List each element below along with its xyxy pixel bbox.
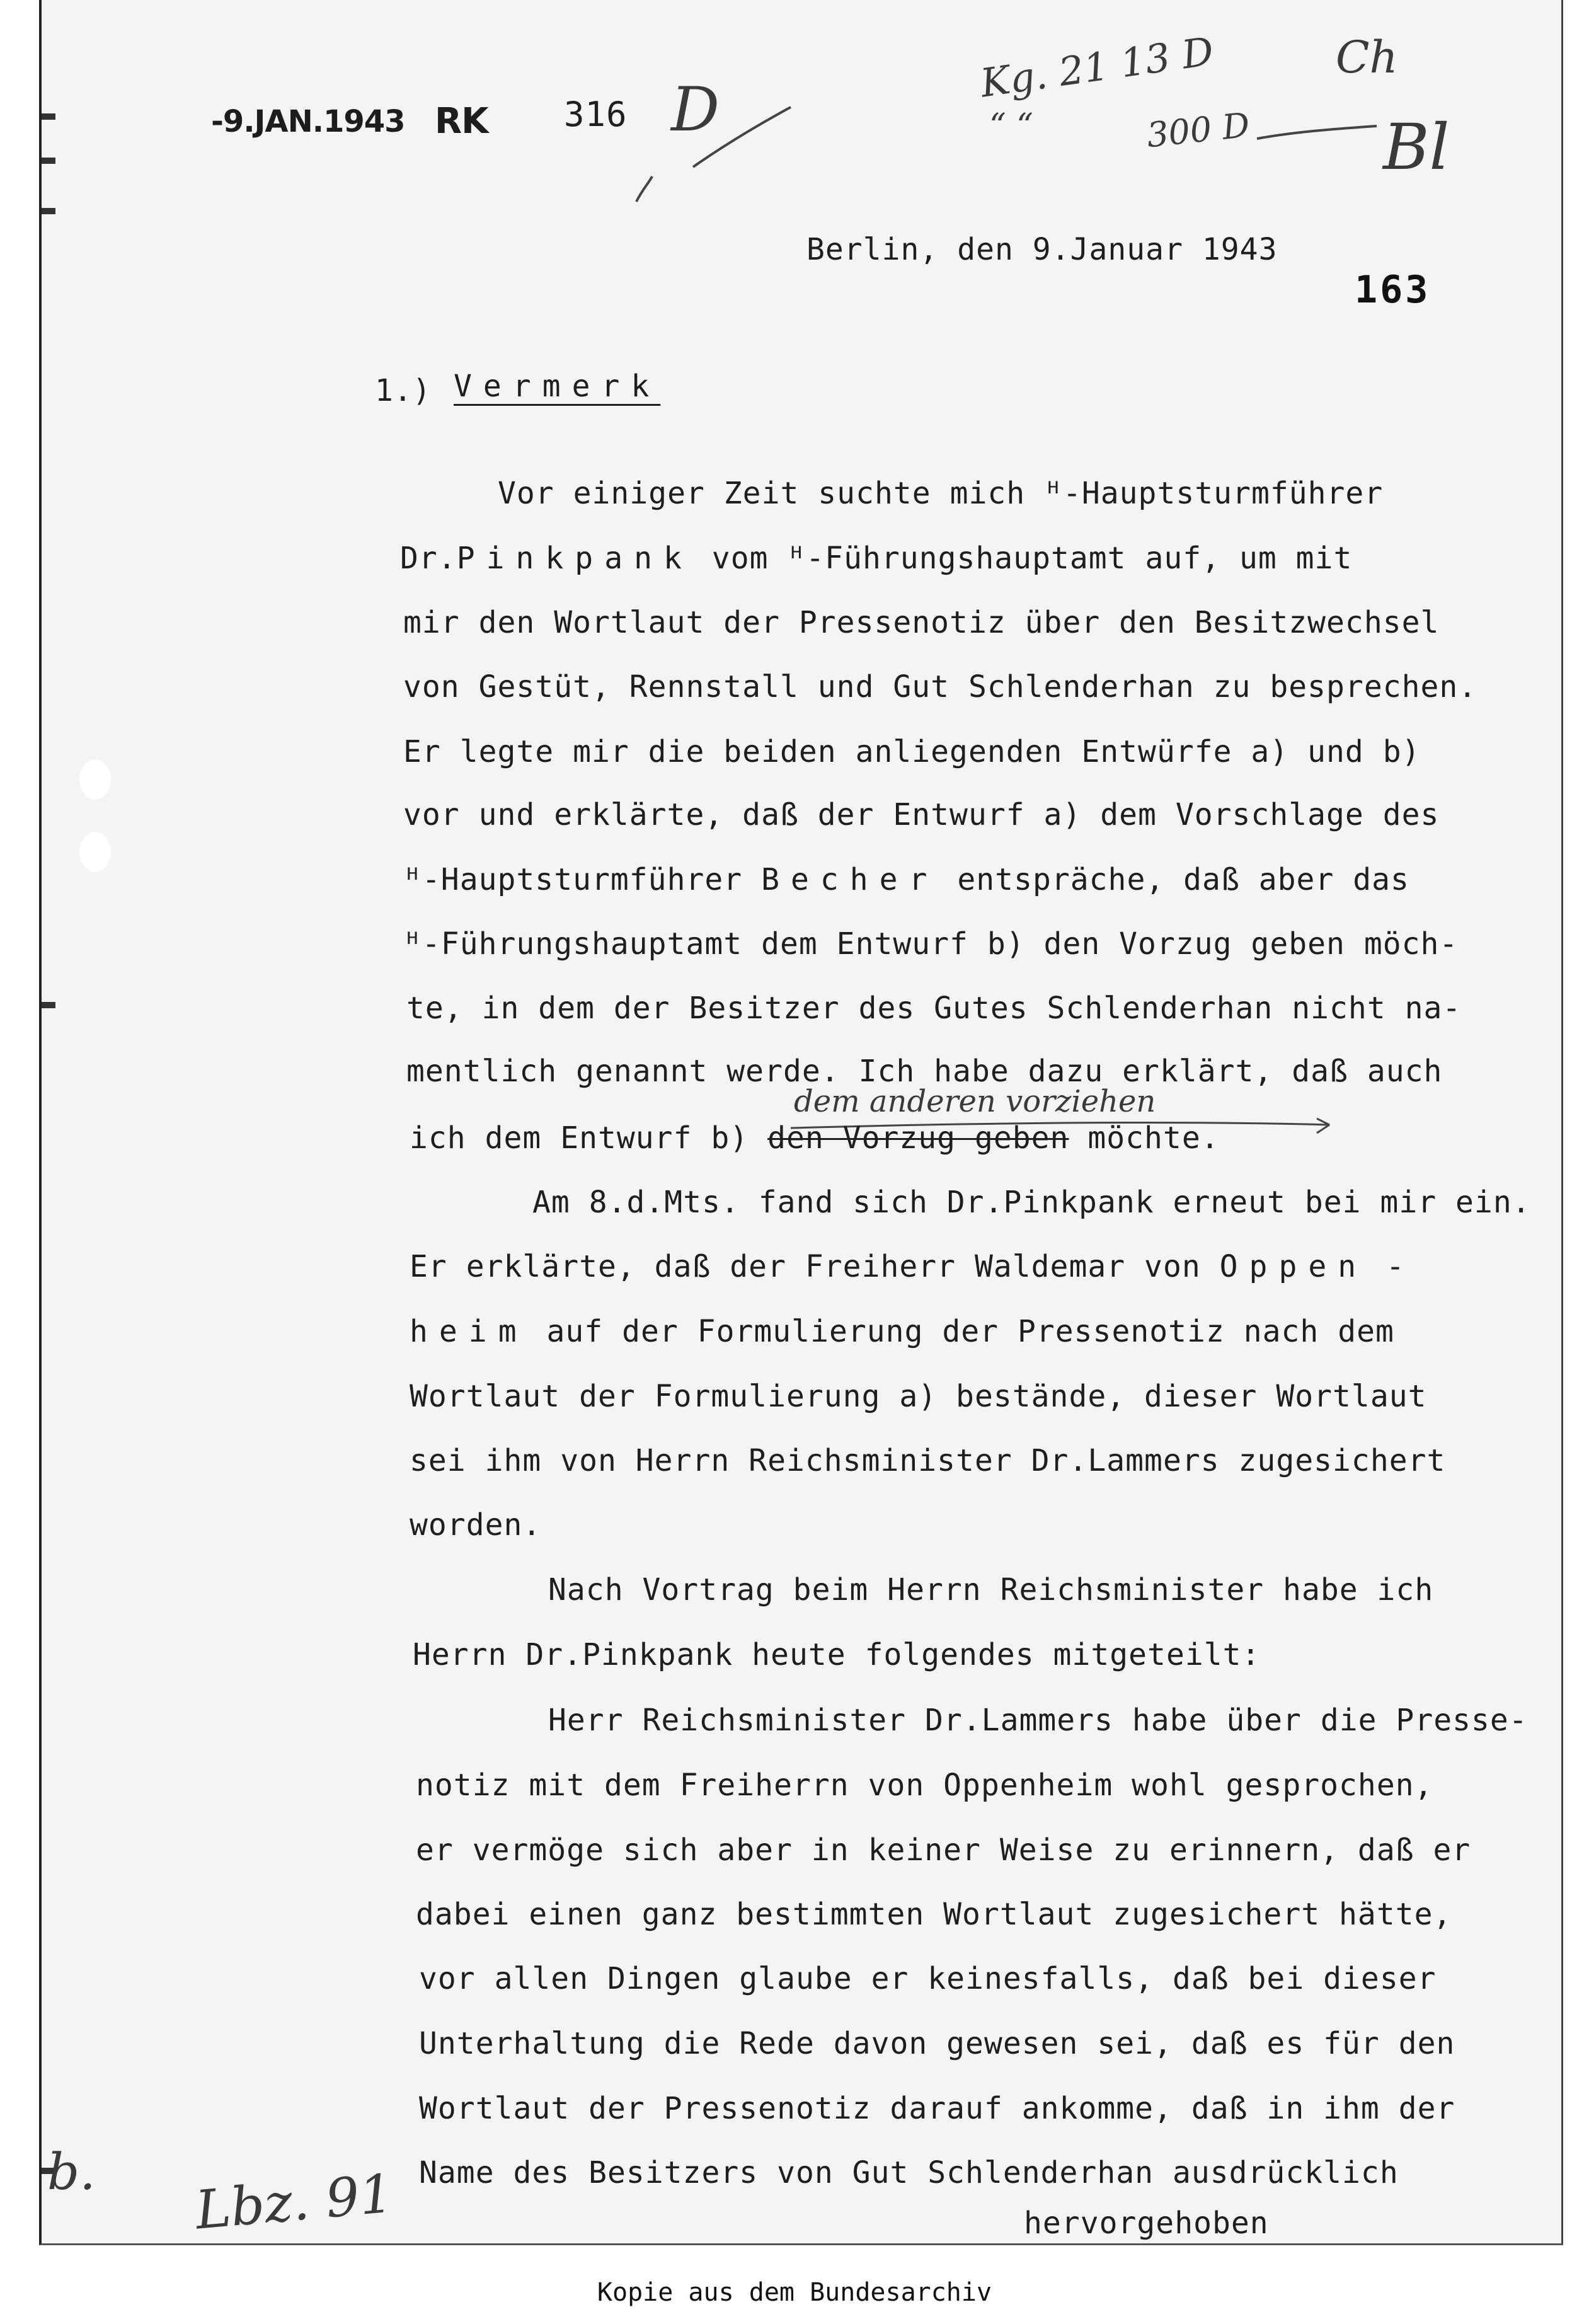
section-title: Vermerk [454, 369, 661, 404]
punch-hole [79, 832, 111, 872]
section-number: 1.) [375, 373, 432, 408]
handwritten-initial: D [671, 74, 720, 145]
archive-footer: Kopie aus dem Bundesarchiv [597, 2278, 992, 2307]
received-date-stamp: -9.JAN.1943 [211, 104, 405, 139]
body-line: heim auf der Formulierung der Pressenotiz nach dem [410, 1314, 1394, 1349]
body-line: Nach Vortrag beim Herrn Reichsminister habe ich [548, 1572, 1434, 1608]
body-line: Herr Reichsminister Dr.Lammers habe über die Presse- [548, 1703, 1528, 1738]
handwritten-note-line1: Kg. 21 13 D [977, 28, 1217, 106]
handwritten-dash [1254, 113, 1380, 151]
body-line: Name des Besitzers von Gut Schlenderhan ausdrücklich [419, 2155, 1399, 2190]
handwritten-note-line2: 300 D [1145, 105, 1252, 156]
body-line: von Gestüt, Rennstall und Gut Schlenderhan zu besprechen. [403, 669, 1477, 705]
name-oppenheim-part2: heim [410, 1314, 528, 1349]
edge-mark [42, 158, 55, 164]
body-line: Dr.Pinkpank vom ᵸ-Führungshauptamt auf, um mit [400, 541, 1353, 576]
body-line: notiz mit dem Freiherrn von Oppenheim wohl gesprochen, [416, 1768, 1433, 1803]
handwritten-checkmark [624, 82, 800, 208]
body-line: worden. [410, 1507, 542, 1543]
name-pinkpank: Pinkpank [456, 541, 693, 576]
body-line: Herrn Dr.Pinkpank heute folgendes mitgeteilt: [413, 1637, 1261, 1672]
handwritten-margin-mark: b. [47, 2143, 96, 2201]
handwritten-bottom-note: Lbz. 91 [193, 2162, 396, 2241]
page-number: 163 [1355, 268, 1431, 312]
handwritten-signature: Bl [1383, 110, 1450, 184]
file-number-stamp: 316 [564, 95, 628, 134]
body-line: ich dem Entwurf b) den Vorzug geben möchte. [410, 1120, 1220, 1156]
body-line: ᵸ-Führungshauptamt dem Entwurf b) den Vorzug geben möch- [403, 926, 1459, 962]
edge-mark [42, 1002, 55, 1008]
handwritten-ditto-marks: “ “ [989, 107, 1033, 145]
body-line: Er legte mir die beiden anliegenden Entwürfe a) und b) [403, 734, 1421, 769]
body-line: vor allen Dingen glaube er keinesfalls, daß bei dieser [419, 1961, 1437, 1996]
handwritten-note-initials: Ch [1336, 32, 1398, 83]
edge-mark [42, 113, 55, 120]
struck-text: den Vorzug geben [767, 1120, 1069, 1156]
punch-hole [79, 759, 111, 800]
body-line: dabei einen ganz bestimmten Wortlaut zugesichert hätte, [416, 1897, 1452, 1932]
body-line: Unterhaltung die Rede davon gewesen sei, daß es für den [419, 2026, 1455, 2061]
body-line: Vor einiger Zeit suchte mich ᵸ-Hauptsturmführer [498, 476, 1384, 511]
body-line: sei ihm von Herrn Reichsminister Dr.Lammers zugesichert [410, 1443, 1446, 1478]
body-line: mir den Wortlaut der Pressenotiz über den Besitzwechsel [403, 605, 1440, 640]
place-date: Berlin, den 9.Januar 1943 [806, 232, 1278, 267]
name-becher: Becher [761, 862, 939, 897]
body-line: er vermöge sich aber in keiner Weise zu erinnern, daß er [416, 1832, 1471, 1868]
edge-mark [42, 208, 55, 214]
body-line: mentlich genannt werde. Ich habe dazu erklärt, daß auch [406, 1054, 1443, 1089]
body-line: hervorgehoben [1024, 2206, 1269, 2241]
name-oppenheim-part1: Oppen [1219, 1249, 1368, 1284]
body-line: Wortlaut der Formulierung a) bestände, dieser Wortlaut [410, 1379, 1427, 1414]
body-line: te, in dem der Besitzer des Gutes Schlenderhan nicht na- [406, 991, 1462, 1026]
body-line: Am 8.d.Mts. fand sich Dr.Pinkpank erneut bei mir ein. [532, 1185, 1531, 1220]
body-line: vor und erklärte, daß der Entwurf a) dem Vorschlage des [403, 797, 1440, 832]
body-line: Er erklärte, daß der Freiherr Waldemar von Oppen - [410, 1249, 1405, 1284]
body-line: Wortlaut der Pressenotiz darauf ankomme, daß in ihm der [419, 2091, 1455, 2126]
body-line: ᵸ-Hauptsturmführer Becher entspräche, daß aber das [403, 862, 1409, 897]
handwritten-insertion: dem anderen vorziehen [794, 1084, 1156, 1119]
office-stamp: RK [435, 101, 488, 142]
